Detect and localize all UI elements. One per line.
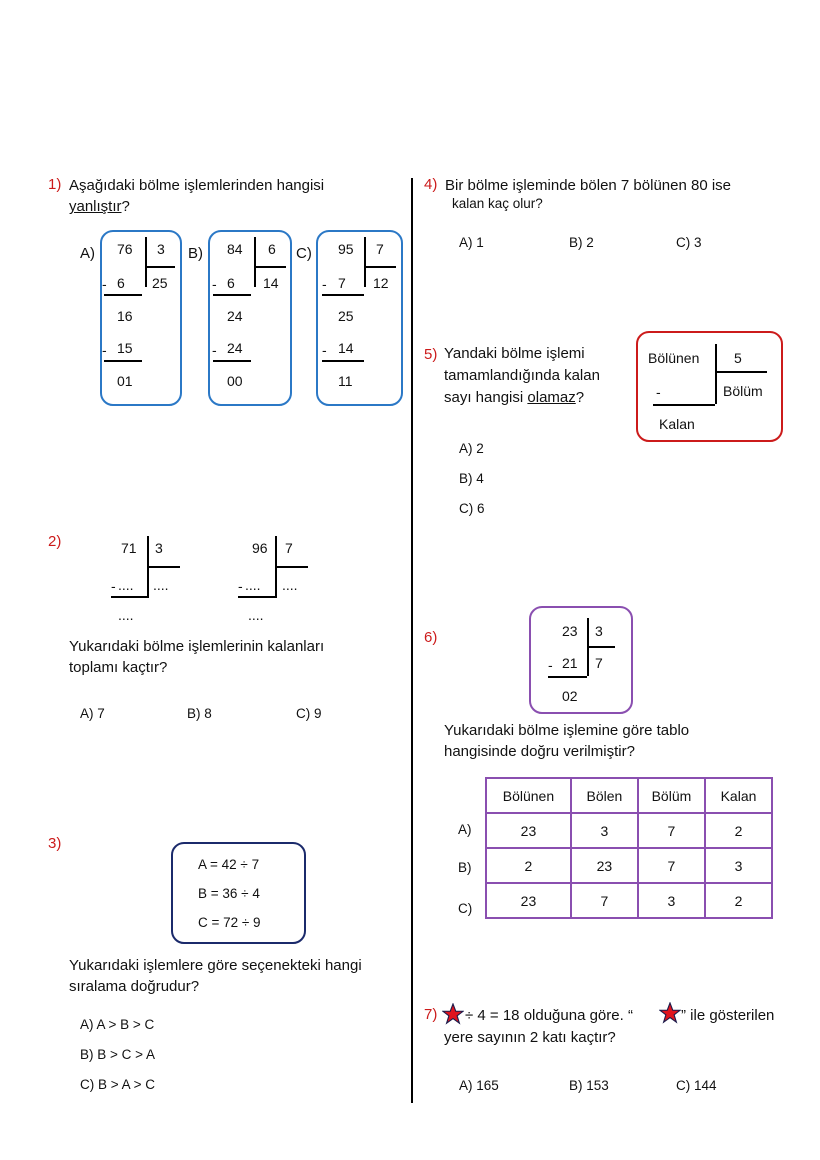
question-text: Yukarıdaki bölme işlemine göre tablo hangisinde doğru verilmiştir? [444, 722, 690, 760]
option-label[interactable]: B) [188, 245, 203, 262]
row-label-c[interactable]: C) [458, 901, 473, 916]
choice-c[interactable]: C) 6 [459, 501, 485, 516]
choice-b[interactable]: B) B > C > A [80, 1047, 156, 1062]
division-box-b[interactable]: 84 6 - 6 14 24 - 24 00 [208, 230, 292, 406]
question-number: 3) [48, 835, 62, 852]
choice-c[interactable]: C) 3 [676, 235, 702, 250]
question-number: 6) [424, 629, 438, 646]
table-row[interactable]: 23 7 3 2 [486, 883, 772, 918]
question-text: Yandaki bölme işlemi tamamlandığında kalan sayı hangisi olamaz? [444, 345, 600, 406]
table-header-row: Bölünen Bölen Bölüm Kalan [486, 778, 772, 813]
row-label-b[interactable]: B) [458, 860, 472, 875]
choice-a[interactable]: A) A > B > C [80, 1017, 155, 1032]
table-row[interactable]: 23 3 7 2 [486, 813, 772, 848]
choice-c[interactable]: C) 9 [296, 706, 322, 721]
question-text: Yukarıdaki işlemlere göre seçenekteki hangi sıralama doğrudur? [69, 957, 362, 995]
question-number: 2) [48, 533, 62, 550]
division-blank-2: 96 7 - .... .... .... [235, 536, 315, 636]
choice-c[interactable]: C) 144 [676, 1078, 717, 1093]
row-label-a[interactable]: A) [458, 822, 472, 837]
choice-b[interactable]: B) 2 [569, 235, 594, 250]
choice-b[interactable]: B) 8 [187, 706, 212, 721]
expressions-box: A = 42 ÷ 7 B = 36 ÷ 4 C = 72 ÷ 9 [171, 842, 306, 944]
answer-table [485, 777, 773, 919]
question-number: 7) [424, 1006, 438, 1023]
question-text-cont: ” ile gösterilen [681, 1007, 775, 1024]
question-number: 1) [48, 176, 62, 193]
option-label[interactable]: C) [296, 245, 312, 262]
question-text: Yukarıdaki bölme işlemlerinin kalanları toplamı kaçtır? [69, 638, 325, 676]
division-box-words: Bölünen 5 Bölüm - Kalan [636, 331, 783, 442]
star-icon [659, 1002, 681, 1024]
star-icon [442, 1003, 464, 1025]
option-label[interactable]: A) [80, 245, 95, 262]
question-text-2: kalan kaç olur? [452, 196, 543, 211]
division-box-c[interactable]: 95 7 - 7 12 25 - 14 11 [316, 230, 403, 406]
question-text: Bir bölme işleminde bölen 7 bölünen 80 ise [445, 177, 732, 194]
choice-a[interactable]: A) 165 [459, 1078, 499, 1093]
choice-b[interactable]: B) 153 [569, 1078, 609, 1093]
question-number: 5) [424, 346, 438, 363]
question-text: Aşağıdaki bölme işlemlerinden hangisi yanlıştır? [69, 177, 325, 215]
division-box: 23 3 - 21 7 02 [529, 606, 633, 714]
question-text: ÷ 4 = 18 olduğuna göre. “ [465, 1007, 633, 1024]
question-number: 4) [424, 176, 438, 193]
question-text-2: yere sayının 2 katı kaçtır? [444, 1029, 616, 1046]
column-divider [411, 178, 413, 1103]
choice-b[interactable]: B) 4 [459, 471, 484, 486]
division-blank-1: 71 3 - .... .... .... [108, 536, 188, 636]
choice-c[interactable]: C) B > A > C [80, 1077, 156, 1092]
choice-a[interactable]: A) 7 [80, 706, 105, 721]
choice-a[interactable]: A) 2 [459, 441, 484, 456]
table-row[interactable]: 2 23 7 3 [486, 848, 772, 883]
division-box-a[interactable]: 76 3 - 6 25 16 - 15 01 [100, 230, 182, 406]
choice-a[interactable]: A) 1 [459, 235, 484, 250]
